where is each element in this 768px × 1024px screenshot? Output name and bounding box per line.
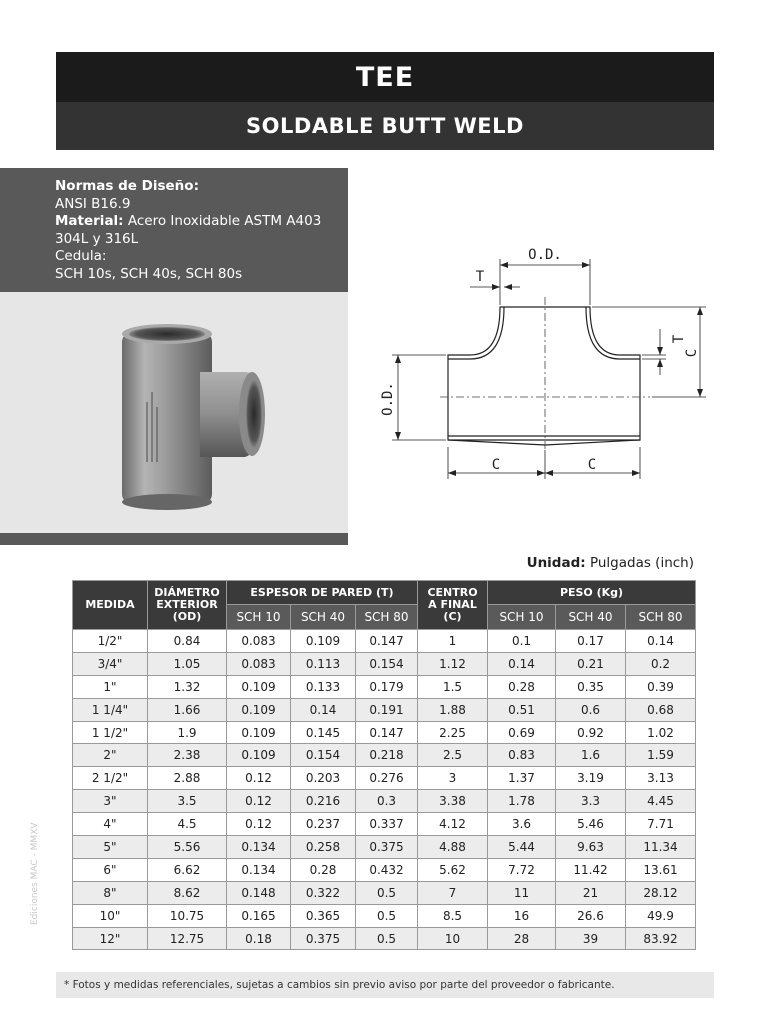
table-row [73, 858, 696, 881]
table-cell: 0.365 [291, 904, 356, 927]
photo-bottom-strip [0, 533, 348, 545]
header-centro-line3: (C) [443, 610, 462, 623]
header-centro-line2: A FINAL [428, 598, 477, 611]
header-peso: PESO (Kg) [488, 581, 696, 605]
schedule-value: SCH 10s, SCH 40s, SCH 80s [55, 265, 243, 282]
table-cell: 16 [488, 904, 556, 927]
table-cell: 0.17 [556, 630, 626, 653]
table-cell: 49.9 [626, 904, 696, 927]
table-cell: 39 [556, 927, 626, 950]
od-side-label: O.D. [380, 382, 396, 416]
table-cell: 0.84 [148, 630, 227, 653]
table-cell: 4.12 [418, 813, 488, 836]
table-cell: 1.9 [148, 721, 227, 744]
table-cell: 0.18 [227, 927, 291, 950]
table-cell: 0.218 [356, 744, 418, 767]
tee-dimension-diagram [370, 235, 710, 485]
table-cell: 5.62 [418, 858, 488, 881]
table-cell: 3.19 [556, 767, 626, 790]
table-cell: 0.12 [227, 790, 291, 813]
header-centro-line1: CENTRO [427, 586, 478, 599]
table-cell: 0.276 [356, 767, 418, 790]
table-cell: 0.92 [556, 721, 626, 744]
table-cell: 2.5 [418, 744, 488, 767]
table-cell: 0.51 [488, 698, 556, 721]
table-cell: 0.14 [626, 630, 696, 653]
table-cell: 1 1/2" [73, 721, 148, 744]
table-cell: 4.88 [418, 836, 488, 859]
table-row [73, 630, 696, 653]
c-bottom-right-label: C [587, 457, 597, 473]
header-diametro-line1: DIÁMETRO [154, 586, 220, 599]
table-cell: 0.14 [488, 652, 556, 675]
table-cell: 10.75 [148, 904, 227, 927]
material-value: Acero Inoxidable ASTM A403 [127, 213, 322, 229]
table-cell: 4" [73, 813, 148, 836]
table-cell: 6" [73, 858, 148, 881]
table-cell: 0.237 [291, 813, 356, 836]
table-cell: 10" [73, 904, 148, 927]
table-cell: 1.02 [626, 721, 696, 744]
table-cell: 0.147 [356, 721, 418, 744]
title-banner [56, 52, 714, 150]
table-cell: 2.25 [418, 721, 488, 744]
c-bottom-left-label: C [491, 457, 501, 473]
table-cell: 1.37 [488, 767, 556, 790]
table-row [73, 813, 696, 836]
table-cell: 0.134 [227, 858, 291, 881]
table-cell: 8.5 [418, 904, 488, 927]
unit-note [480, 555, 694, 571]
specifications-panel [0, 168, 348, 292]
table-cell: 0.21 [556, 652, 626, 675]
table-cell: 0.39 [626, 675, 696, 698]
table-cell: 0.5 [356, 904, 418, 927]
header-espesor-sch80: SCH 80 [356, 605, 418, 630]
table-cell: 0.28 [291, 858, 356, 881]
table-cell: 0.113 [291, 652, 356, 675]
table-row [73, 836, 696, 859]
table-cell: 0.69 [488, 721, 556, 744]
table-cell: 1.12 [418, 652, 488, 675]
table-cell: 9.63 [556, 836, 626, 859]
table-cell: 0.134 [227, 836, 291, 859]
table-cell: 0.203 [291, 767, 356, 790]
table-cell: 0.322 [291, 881, 356, 904]
table-cell: 1 1/4" [73, 698, 148, 721]
norms-value: ANSI B16.9 [55, 195, 131, 212]
table-cell: 0.133 [291, 675, 356, 698]
table-cell: 21 [556, 881, 626, 904]
table-cell: 7.71 [626, 813, 696, 836]
table-cell: 0.68 [626, 698, 696, 721]
header-peso-sch10: SCH 10 [488, 605, 556, 630]
t-top-label: T [475, 269, 485, 285]
table-cell: 0.148 [227, 881, 291, 904]
dimensions-table [72, 580, 696, 950]
table-cell: 0.14 [291, 698, 356, 721]
table-cell: 4.5 [148, 813, 227, 836]
material-label: Material: [55, 213, 124, 229]
table-cell: 2 1/2" [73, 767, 148, 790]
table-cell: 1" [73, 675, 148, 698]
header-peso-sch80: SCH 80 [626, 605, 696, 630]
unit-value: Pulgadas (inch) [589, 555, 694, 571]
table-cell: 13.61 [626, 858, 696, 881]
table-cell: 1 [418, 630, 488, 653]
table-cell: 0.145 [291, 721, 356, 744]
product-photo [0, 292, 348, 545]
table-cell: 1.05 [148, 652, 227, 675]
table-cell: 12.75 [148, 927, 227, 950]
table-cell: 1.32 [148, 675, 227, 698]
table-cell: 0.3 [356, 790, 418, 813]
table-cell: 0.432 [356, 858, 418, 881]
page-title: TEE [56, 52, 714, 102]
header-espesor: ESPESOR DE PARED (T) [227, 581, 418, 605]
table-cell: 0.083 [227, 652, 291, 675]
table-cell: 0.109 [227, 675, 291, 698]
table-cell: 1.66 [148, 698, 227, 721]
unit-label: Unidad: [526, 555, 586, 571]
table-cell: 8.62 [148, 881, 227, 904]
table-row [73, 675, 696, 698]
table-cell: 0.6 [556, 698, 626, 721]
table-cell: 12" [73, 927, 148, 950]
edition-watermark: Ediciones MAC - MMXV [30, 822, 40, 925]
table-cell: 0.12 [227, 767, 291, 790]
c-right-label: C [684, 348, 700, 358]
t-side-label: T [671, 334, 687, 344]
table-cell: 0.28 [488, 675, 556, 698]
table-cell: 3.5 [148, 790, 227, 813]
table-cell: 1.78 [488, 790, 556, 813]
norms-label: Normas de Diseño: [55, 178, 199, 194]
table-cell: 11 [488, 881, 556, 904]
table-cell: 5.46 [556, 813, 626, 836]
table-cell: 0.258 [291, 836, 356, 859]
table-cell: 0.154 [356, 652, 418, 675]
header-diametro-line2: EXTERIOR [156, 598, 218, 611]
header-centro [418, 581, 488, 630]
table-cell: 0.147 [356, 630, 418, 653]
table-cell: 11.34 [626, 836, 696, 859]
table-cell: 3" [73, 790, 148, 813]
table-cell: 28.12 [626, 881, 696, 904]
table-cell: 1.59 [626, 744, 696, 767]
table-cell: 1.6 [556, 744, 626, 767]
table-body [73, 630, 696, 950]
table-cell: 0.165 [227, 904, 291, 927]
header-diametro-line3: (OD) [172, 610, 202, 623]
table-cell: 0.179 [356, 675, 418, 698]
header-espesor-sch10: SCH 10 [227, 605, 291, 630]
table-row [73, 767, 696, 790]
table-cell: 1.5 [418, 675, 488, 698]
table-cell: 0.375 [291, 927, 356, 950]
table-cell: 7 [418, 881, 488, 904]
header-peso-sch40: SCH 40 [556, 605, 626, 630]
header-espesor-sch40: SCH 40 [291, 605, 356, 630]
table-row [73, 927, 696, 950]
page-subtitle: SOLDABLE BUTT WELD [56, 102, 714, 150]
table-row [73, 721, 696, 744]
tee-fitting-image [0, 292, 348, 545]
table-cell: 8" [73, 881, 148, 904]
od-top-label: O.D. [528, 247, 562, 263]
table-cell: 0.35 [556, 675, 626, 698]
table-cell: 0.375 [356, 836, 418, 859]
table-row [73, 881, 696, 904]
table-cell: 0.12 [227, 813, 291, 836]
table-cell: 0.083 [227, 630, 291, 653]
table-cell: 3.13 [626, 767, 696, 790]
table-row [73, 698, 696, 721]
table-row [73, 904, 696, 927]
header-medida: MEDIDA [73, 581, 148, 630]
table-cell: 0.1 [488, 630, 556, 653]
table-cell: 0.109 [227, 698, 291, 721]
table-row [73, 744, 696, 767]
table-cell: 0.83 [488, 744, 556, 767]
table-cell: 11.42 [556, 858, 626, 881]
table-cell: 0.109 [291, 630, 356, 653]
table-row [73, 790, 696, 813]
material-value-2: 304L y 316L [55, 230, 139, 247]
table-cell: 0.5 [356, 927, 418, 950]
tee-drawing [370, 235, 710, 485]
table-cell: 0.216 [291, 790, 356, 813]
table-cell: 0.5 [356, 881, 418, 904]
table-cell: 6.62 [148, 858, 227, 881]
table-cell: 0.109 [227, 721, 291, 744]
table-cell: 1/2" [73, 630, 148, 653]
table-cell: 0.154 [291, 744, 356, 767]
table-cell: 2.38 [148, 744, 227, 767]
schedule-label: Cedula: [55, 248, 107, 264]
table-cell: 3.6 [488, 813, 556, 836]
footer-disclaimer: * Fotos y medidas referenciales, sujetas a cambios sin previo aviso por parte del proveedor o fabricante. [56, 972, 714, 998]
header-diametro [148, 581, 227, 630]
table-row [73, 652, 696, 675]
table-cell: 5" [73, 836, 148, 859]
table-cell: 4.45 [626, 790, 696, 813]
table-cell: 3.3 [556, 790, 626, 813]
table-cell: 1.88 [418, 698, 488, 721]
table-cell: 26.6 [556, 904, 626, 927]
table-cell: 28 [488, 927, 556, 950]
table-cell: 3 [418, 767, 488, 790]
table-cell: 83.92 [626, 927, 696, 950]
table-cell: 3/4" [73, 652, 148, 675]
table-cell: 7.72 [488, 858, 556, 881]
table-cell: 5.44 [488, 836, 556, 859]
table-cell: 0.2 [626, 652, 696, 675]
table-cell: 2" [73, 744, 148, 767]
table-cell: 0.191 [356, 698, 418, 721]
table-cell: 5.56 [148, 836, 227, 859]
table-cell: 0.337 [356, 813, 418, 836]
table-cell: 3.38 [418, 790, 488, 813]
table-cell: 0.109 [227, 744, 291, 767]
table-cell: 2.88 [148, 767, 227, 790]
table-cell: 10 [418, 927, 488, 950]
